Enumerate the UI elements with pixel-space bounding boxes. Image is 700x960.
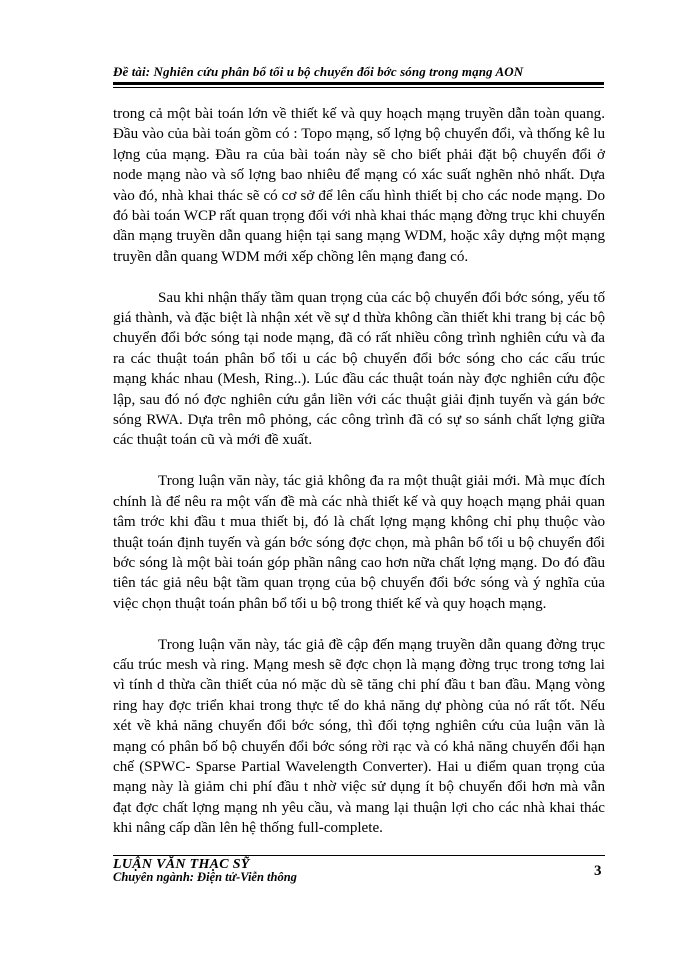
footer-divider: [113, 855, 605, 856]
header-divider: [113, 82, 604, 88]
document-body: [113, 104, 605, 839]
footer-subtitle: Chuyên ngành: Điện tử-Viễn thông: [113, 870, 297, 884]
paragraph-2: Sau khi nhận thấy tầm quan trọng của các bộ chuyển đổi bớc sóng, yếu tố giá thành, và đặc biệt là nhận xét về sự d thừa không cần thiết khi trang bị các bộ chuyển đổi bớc sóng tại node mạng, đã có rất nhiều công trình nghiên cứu và đa ra các thuật toán phân bổ tối u các bộ chuyển đổi bớc sóng cho các cấu trúc mạng khác nhau (Mesh, Ring..). Lúc đầu các thuật toán này đợc nghiên cứu độc lập, sau đó nó đợc nghiên cứu gắn liền với các thuật giải định tuyến và gán bớc sóng RWA. Dựa trên mô phỏng, các công trình đã có sự so sánh chất lợng giữa các thuật toán cũ và mới đề xuất.: [113, 289, 605, 449]
page-number: 3: [594, 863, 602, 879]
paragraph-3: Trong luận văn này, tác giả không đa ra một thuật giải mới. Mà mục đích chính là để nêu ra một vấn đề mà các nhà thiết kế và quy hoạch mạng phải quan tâm trớc khi đầu t mua thiết bị, đó là chất lợng mạng không chỉ phụ thuộc vào thuật toán định tuyến và gán bớc sóng đợc chọn, mà phân bổ tối u bộ chuyển đổi bớc sóng là một bài toán góp phần nâng cao hơn nữa chất lợng mạng. Do đó đầu tiên tác giả nêu bật tầm quan trọng của bộ chuyển đổi bớc sóng và ý nghĩa của việc chọn thuật toán phân bổ tối u bộ trong thiết kế và quy hoạch mạng.: [113, 473, 605, 612]
page-footer: [113, 858, 297, 884]
paragraph-4: Trong luận văn này, tác giả đề cập đến mạng truyền dẫn quang đờng trục cấu trúc mesh và ring. Mạng mesh sẽ đợc chọn là mạng đờng trục trong tơng lai vì tính d thừa cần thiết của nó mặc dù sẽ tăng chi phí đầu t ban đầu. Mạng vòng ring hay đợc triển khai trong thực tế do khả năng dự phòng của nó rất tốt. Nếu xét về khả năng chuyển đổi bớc sóng, thì đối tợng nghiên cứu của luận văn là mạng có phân bố bộ chuyển đổi bớc sóng rời rạc và có khả năng chuyển đổi hạn chế (SPWC- Sparse Partial Wavelength Converter). Hai u điểm quan trọng của mạng này là giảm chi phí đầu t nhờ việc sử dụng ít bộ chuyển đổi hơn mà vẫn đạt đợc chất lợng mạng nh yêu cầu, và mang lại thuận lợi cho các nhà khai thác khi nâng cấp dần lên hệ thống full-complete.: [113, 636, 605, 837]
footer-title: LUẬN VĂN THẠC SỸ: [113, 857, 250, 872]
paragraph-1: trong cả một bài toán lớn về thiết kế và quy hoạch mạng truyền dẫn toàn quang. Đầu vào của bài toán gồm có : Topo mạng, số lợng bộ chuyển đổi, và thống kê lu lợng của mạng. Đầu ra của bài toán này sẽ cho biết phải đặt bộ chuyển đổi ở node mạng nào và số lợng bao nhiêu để mạng có xác suất nghẽn nhỏ nhất. Dựa vào đó, nhà khai thác sẽ có cơ sở để lên cấu hình thiết bị cho các node mạng. Do đó bài toán WCP rất quan trọng đối với nhà khai thác mạng đờng trục khi chuyển dần mạng truyền dẫn quang hiện tại sang mạng WDM, hoặc xây dựng một mạng truyền dẫn quang WDM mới xếp chồng lên mạng đang có.: [113, 106, 605, 265]
page-header: Đề tài: Nghiên cứu phân bổ tối u bộ chuyển đổi bớc sóng trong mạng AON: [113, 64, 524, 79]
